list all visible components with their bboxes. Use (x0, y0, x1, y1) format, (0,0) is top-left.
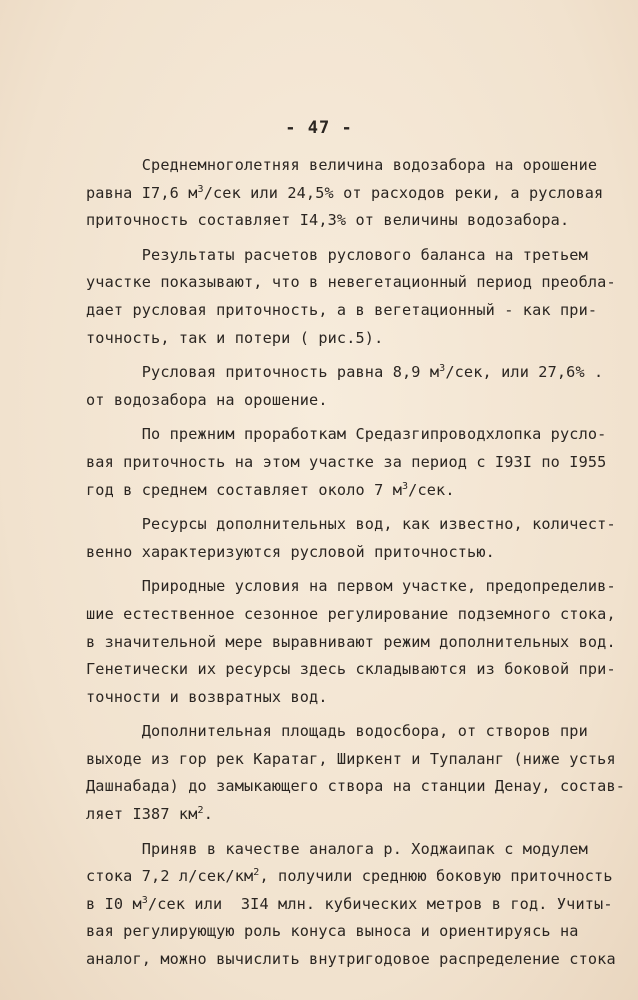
superscript: 3 (141, 894, 148, 906)
text-line: точность, так и потери ( рис.5). (86, 328, 384, 347)
superscript: 2 (253, 867, 260, 879)
text-line: ляет I387 $км^2$. (86, 805, 213, 824)
text-line: Приняв в качестве аналога р. Ходжаипак с модулем (86, 839, 588, 858)
text-line: точности и возвратных вод. (86, 687, 328, 706)
text-line: Результаты расчетов руслового баланса на третьем (86, 245, 588, 264)
text-line: приточность составляет I4,3% от величины водозабора. (86, 211, 570, 230)
paragraph (86, 421, 607, 504)
text-line: Ресурсы дополнительных вод, как известно, количест- (86, 515, 616, 534)
paragraph-gap (86, 504, 586, 511)
text-line: вая приточность на этом участке за период с I93I по I955 (86, 452, 607, 471)
paragraph (86, 152, 604, 235)
text-line: от водозабора на орошение. (86, 390, 328, 409)
text-line: шие естественное сезонное регулирование подземного стока, (86, 604, 616, 623)
paragraph (86, 359, 604, 414)
superscript: 3 (197, 183, 204, 195)
text-line: Природные условия на первом участке, предопределив- (86, 577, 616, 596)
paragraph (86, 573, 616, 711)
text-line: венно характеризуются русловой приточностью. (86, 542, 495, 561)
text-line: год в среднем составляет около 7 $м^3$/сек. (86, 480, 455, 499)
text-line: Дополнительная площадь водосбора, от створов при (86, 722, 588, 741)
paragraph (86, 242, 616, 352)
text-line: Генетически их ресурсы здесь складываются из боковой при- (86, 660, 616, 679)
text-line: равна I7,6 $м^3$/сек или 24,5% от расходов реки, а русловая (86, 183, 604, 202)
text-line: в значительной мере выравнивают режим дополнительных вод. (86, 632, 616, 651)
text-line: Русловая приточность равна 8,9 $м^3$/сек, или 27,6% . (86, 363, 604, 382)
text-line: выходе из гор рек Каратаг, Ширкент и Тупаланг (ниже устья (86, 749, 616, 768)
text-line: Дашнабада) до замыкающего створа на станции Денау, состав- (86, 777, 626, 796)
paragraph-gap (86, 414, 586, 421)
paragraph-gap (86, 566, 586, 573)
text-line: в I0 $м^3$/сек или 3I4 млн. кубических метров в год. Учиты- (86, 894, 613, 913)
paragraph-gap (86, 711, 586, 718)
paragraph-gap (86, 352, 586, 359)
text-line: аналог, можно вычислить внутригодовое распределение стока (86, 950, 616, 969)
paragraph (86, 511, 616, 566)
text-line: дает русловая приточность, а в вегетационный - как при- (86, 300, 598, 319)
superscript: 2 (197, 805, 204, 817)
paragraph (86, 836, 616, 974)
text-line: участке показывают, что в невегетационный период преобла- (86, 273, 616, 292)
text-line: По прежним проработкам Средазгипроводхлопка русло- (86, 425, 607, 444)
document-body (86, 152, 626, 974)
text-line: стока 7,2 $л/сек/км^2$, получили среднюю боковую приточность (86, 867, 613, 886)
text-line: Среднемноголетняя величина водозабора на орошение (86, 156, 598, 174)
page-number: - 47 - (285, 118, 353, 138)
superscript: 3 (439, 363, 446, 375)
superscript: 3 (401, 480, 409, 492)
paragraph (86, 718, 626, 828)
text-line: вая регулирующую роль конуса выноса и ориентируясь на (86, 922, 579, 941)
paragraph-gap (86, 829, 586, 836)
paragraph-gap (86, 235, 586, 242)
